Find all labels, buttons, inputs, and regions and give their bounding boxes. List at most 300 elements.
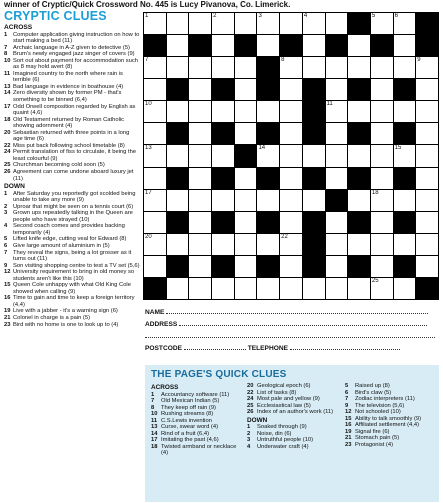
grid-cell[interactable] bbox=[371, 13, 393, 34]
grid-block bbox=[303, 212, 325, 233]
clue-number: 1 bbox=[4, 190, 8, 197]
clue-text: Twisted armband or necklace (4) bbox=[161, 443, 237, 456]
clue-number: 13 bbox=[4, 83, 11, 90]
grid-cell[interactable] bbox=[144, 57, 166, 78]
grid-cell[interactable] bbox=[416, 168, 438, 189]
clue-number: 24 bbox=[247, 396, 254, 402]
grid-block bbox=[257, 212, 279, 233]
grid-cell[interactable] bbox=[144, 145, 166, 166]
grid-cell[interactable] bbox=[257, 13, 279, 34]
clue-number: 3 bbox=[247, 437, 251, 443]
clue-number: 25 bbox=[247, 402, 254, 409]
clue-text: Lifted knife edge, cutting veal for Edward (8) bbox=[13, 236, 127, 243]
clue-text: Index of an author's work (11) bbox=[257, 409, 334, 415]
grid-cell[interactable] bbox=[303, 35, 325, 56]
grid-cell[interactable] bbox=[235, 57, 257, 78]
grid-clue-number: 18 bbox=[371, 189, 379, 196]
grid-cell[interactable] bbox=[348, 101, 370, 122]
clue-text: Sebastian returned with three points in a long age time (6) bbox=[13, 129, 130, 143]
grid-clue-number: 3 bbox=[258, 13, 262, 19]
grid-block bbox=[348, 13, 370, 34]
clue-item bbox=[4, 191, 142, 204]
clue-text: Agreement can come undone aboard luxury jet (11) bbox=[13, 168, 134, 182]
grid-cell[interactable] bbox=[371, 101, 393, 122]
grid-cell[interactable] bbox=[257, 190, 279, 211]
clue-text: Rushing streams (8) bbox=[161, 411, 214, 417]
grid-block bbox=[144, 278, 166, 299]
clue-number: 4 bbox=[4, 223, 8, 230]
winner-announcement: winner of Cryptic/Quick Crossword No. 445 is Lucy Pivanova, Co. Limerick. bbox=[4, 0, 291, 9]
grid-cell[interactable] bbox=[144, 212, 166, 233]
clue-number: 1 bbox=[247, 424, 251, 430]
clue-text: List of tasks (8) bbox=[257, 389, 297, 396]
clue-number: 6 bbox=[4, 242, 8, 249]
clue-text: Churchman becoming cold soon (5) bbox=[13, 162, 105, 169]
grid-clue-number: 10 bbox=[145, 101, 152, 108]
grid-block bbox=[303, 123, 325, 144]
clue-text: Affiliated settlement (4,4) bbox=[355, 422, 420, 428]
grid-cell[interactable] bbox=[326, 278, 348, 299]
grid-cell[interactable] bbox=[394, 57, 416, 78]
grid-cell[interactable] bbox=[303, 13, 325, 34]
grid-cell[interactable] bbox=[326, 234, 348, 255]
clue-text: Son visiting shopping centre to test a TV set (5,6) bbox=[13, 262, 140, 269]
grid-cell[interactable] bbox=[348, 35, 370, 56]
grid-block bbox=[371, 35, 393, 56]
grid-block bbox=[326, 35, 348, 56]
grid-cell[interactable] bbox=[394, 234, 416, 255]
grid-cell[interactable] bbox=[326, 79, 348, 100]
grid-cell[interactable] bbox=[416, 79, 438, 100]
grid-cell[interactable] bbox=[235, 79, 257, 100]
grid-clue-number: 9 bbox=[417, 57, 421, 64]
clue-text: Raised up (8) bbox=[355, 383, 390, 389]
grid-cell[interactable] bbox=[257, 35, 279, 56]
grid-block bbox=[212, 123, 234, 144]
grid-cell[interactable] bbox=[371, 190, 393, 211]
clue-text: Geological epoch (6) bbox=[257, 383, 311, 389]
clue-item bbox=[4, 282, 142, 295]
grid-block bbox=[167, 79, 189, 100]
clue-number: 23 bbox=[345, 441, 352, 448]
grid-cell[interactable] bbox=[394, 190, 416, 211]
quick-across-list-1 bbox=[151, 392, 243, 457]
grid-cell[interactable] bbox=[144, 13, 166, 34]
clue-number: 17 bbox=[151, 437, 158, 443]
grid-cell[interactable] bbox=[280, 145, 302, 166]
grid-cell[interactable] bbox=[416, 212, 438, 233]
clue-item bbox=[247, 409, 341, 416]
grid-block bbox=[235, 145, 257, 166]
grid-clue-number: 11 bbox=[326, 101, 333, 108]
clue-text: Live with a jabber - it's a warning sign (6) bbox=[13, 308, 118, 315]
clue-number: 23 bbox=[4, 321, 11, 328]
grid-cell[interactable] bbox=[212, 190, 234, 211]
name-field[interactable] bbox=[166, 308, 428, 314]
grid-cell[interactable] bbox=[280, 212, 302, 233]
grid-block bbox=[167, 123, 189, 144]
grid-cell[interactable] bbox=[212, 145, 234, 166]
grid-cell[interactable] bbox=[235, 234, 257, 255]
grid-cell[interactable] bbox=[189, 145, 211, 166]
clue-number: 2 bbox=[4, 203, 8, 210]
grid-cell[interactable] bbox=[144, 234, 166, 255]
clue-text: Miss put back following school timetable (8) bbox=[13, 142, 125, 149]
grid-clue-number: 7 bbox=[145, 57, 149, 64]
grid-block bbox=[257, 168, 279, 189]
grid-cell[interactable] bbox=[144, 256, 166, 277]
grid-block bbox=[303, 79, 325, 100]
clue-number: 20 bbox=[4, 129, 11, 136]
clue-number: 25 bbox=[4, 162, 11, 169]
postcode-label: POSTCODE bbox=[145, 345, 183, 352]
clue-number: 1 bbox=[151, 391, 155, 398]
grid-cell[interactable] bbox=[235, 190, 257, 211]
grid-clue-number: 2 bbox=[213, 13, 217, 19]
clue-number: 21 bbox=[345, 435, 352, 441]
clue-number: 3 bbox=[4, 210, 8, 217]
grid-cell[interactable] bbox=[280, 190, 302, 211]
grid-cell[interactable] bbox=[394, 35, 416, 56]
grid-cell[interactable] bbox=[394, 13, 416, 34]
address-field-2[interactable] bbox=[145, 332, 435, 338]
grid-block bbox=[348, 123, 370, 144]
grid-cell[interactable] bbox=[371, 212, 393, 233]
clue-number: 13 bbox=[151, 424, 158, 430]
quick-col-3 bbox=[345, 383, 437, 448]
clue-item bbox=[4, 117, 142, 130]
address-field[interactable] bbox=[179, 320, 427, 326]
clue-number: 2 bbox=[247, 430, 251, 437]
grid-cell[interactable] bbox=[257, 234, 279, 255]
clue-text: Uproar that might be seen on a tennis court (6) bbox=[13, 203, 134, 210]
grid-block bbox=[348, 168, 370, 189]
grid-cell[interactable] bbox=[189, 13, 211, 34]
grid-block bbox=[303, 234, 325, 255]
grid-cell[interactable] bbox=[371, 57, 393, 78]
grid-block bbox=[303, 168, 325, 189]
grid-block bbox=[394, 168, 416, 189]
grid-clue-number: 5 bbox=[371, 13, 376, 19]
grid-cell[interactable] bbox=[371, 123, 393, 144]
clue-text: Archaic language in A-Z given to detective (5) bbox=[13, 44, 130, 51]
grid-cell[interactable] bbox=[167, 190, 189, 211]
grid-cell[interactable] bbox=[280, 13, 302, 34]
grid-cell[interactable] bbox=[394, 101, 416, 122]
clue-item bbox=[4, 90, 142, 103]
grid-block bbox=[257, 123, 279, 144]
grid-cell[interactable] bbox=[326, 57, 348, 78]
grid-block bbox=[235, 35, 257, 56]
clue-item bbox=[4, 250, 142, 263]
grid-cell[interactable] bbox=[348, 278, 370, 299]
clue-number: 4 bbox=[247, 443, 251, 450]
grid-cell[interactable] bbox=[371, 145, 393, 166]
quick-down-list-1 bbox=[247, 424, 341, 450]
grid-cell[interactable] bbox=[144, 190, 166, 211]
clue-text: C.S.Lewis invention bbox=[161, 417, 212, 424]
clue-text: Not schooled (10) bbox=[355, 409, 401, 415]
grid-cell[interactable] bbox=[167, 35, 189, 56]
grid-cell[interactable] bbox=[326, 13, 348, 34]
clue-number: 18 bbox=[4, 116, 11, 123]
quick-across-heading: ACROSS bbox=[151, 384, 179, 391]
grid-cell[interactable] bbox=[371, 278, 393, 299]
clue-text: University requirement to bring in old money so students aren't like this (10) bbox=[13, 269, 135, 282]
grid-clue-number: 13 bbox=[145, 145, 152, 152]
grid-cell[interactable] bbox=[212, 234, 234, 255]
grid-block bbox=[303, 256, 325, 277]
clue-number: 17 bbox=[4, 103, 11, 110]
clue-number: 10 bbox=[151, 411, 158, 417]
clue-text: Untruthful people (10) bbox=[257, 437, 314, 443]
grid-cell[interactable] bbox=[280, 234, 302, 255]
clue-item bbox=[4, 32, 142, 45]
clue-text: Bird's claw (5) bbox=[355, 389, 392, 396]
cryptic-across-list bbox=[4, 32, 142, 183]
clue-item bbox=[4, 295, 142, 308]
clue-number: 14 bbox=[4, 90, 11, 97]
grid-cell[interactable] bbox=[189, 234, 211, 255]
grid-block bbox=[348, 79, 370, 100]
grid-cell[interactable] bbox=[189, 256, 211, 277]
grid-cell[interactable] bbox=[235, 13, 257, 34]
clue-number: 15 bbox=[4, 282, 11, 289]
clue-text: Grown ups repeatedly talking in the Queen are people who have strayed (10) bbox=[13, 210, 133, 223]
grid-cell[interactable] bbox=[257, 278, 279, 299]
clue-text: Sort out about payment for accommodation such as 8 may hold avert (8) bbox=[13, 57, 139, 71]
clue-number: 7 bbox=[4, 44, 8, 51]
grid-cell[interactable] bbox=[235, 212, 257, 233]
clue-item bbox=[4, 71, 142, 84]
grid-cell[interactable] bbox=[348, 190, 370, 211]
cryptic-across-heading: ACROSS bbox=[4, 24, 33, 31]
telephone-field[interactable] bbox=[290, 344, 400, 350]
grid-block bbox=[416, 13, 438, 34]
grid-cell[interactable] bbox=[394, 278, 416, 299]
grid-block bbox=[280, 35, 302, 56]
grid-cell[interactable] bbox=[326, 256, 348, 277]
grid-cell[interactable] bbox=[235, 256, 257, 277]
grid-cell[interactable] bbox=[189, 79, 211, 100]
clue-number: 22 bbox=[247, 389, 254, 396]
quick-down-heading: DOWN bbox=[247, 416, 268, 424]
clue-number: 26 bbox=[4, 168, 11, 175]
address-row-2 bbox=[145, 332, 435, 340]
clue-number: 7 bbox=[151, 398, 155, 404]
grid-cell[interactable] bbox=[416, 256, 438, 277]
clue-item bbox=[4, 169, 142, 182]
grid-cell[interactable] bbox=[348, 145, 370, 166]
grid-block bbox=[394, 79, 416, 100]
name-label: NAME bbox=[145, 309, 165, 316]
name-row bbox=[145, 308, 428, 316]
clue-number: 11 bbox=[4, 70, 11, 77]
grid-cell[interactable] bbox=[212, 278, 234, 299]
grid-cell[interactable] bbox=[280, 168, 302, 189]
clue-text: After Saturday you reportedly got scolded being unable to take any more (9) bbox=[13, 190, 136, 204]
clue-number: 5 bbox=[4, 236, 8, 243]
grid-cell[interactable] bbox=[303, 145, 325, 166]
grid-cell[interactable] bbox=[189, 212, 211, 233]
grid-block bbox=[212, 79, 234, 100]
clue-number: 16 bbox=[345, 422, 352, 428]
clue-text: Queen Cole unhappy with what Old King Cole showed when calling (9) bbox=[13, 282, 131, 295]
clue-text: Give large amount of aluminium in (5) bbox=[13, 242, 110, 249]
clue-item bbox=[4, 223, 142, 236]
grid-cell[interactable] bbox=[280, 57, 302, 78]
address-row bbox=[145, 320, 427, 328]
grid-cell[interactable] bbox=[416, 57, 438, 78]
clue-number: 18 bbox=[151, 443, 158, 450]
grid-cell[interactable] bbox=[235, 278, 257, 299]
grid-block bbox=[167, 168, 189, 189]
clue-number: 19 bbox=[4, 308, 11, 315]
grid-cell[interactable] bbox=[257, 145, 279, 166]
grid-cell[interactable] bbox=[371, 168, 393, 189]
clue-text: Most pale and yellow (9) bbox=[257, 396, 320, 402]
grid-cell[interactable] bbox=[144, 168, 166, 189]
clue-item bbox=[4, 210, 142, 223]
grid-cell[interactable] bbox=[167, 57, 189, 78]
grid-cell[interactable] bbox=[167, 234, 189, 255]
clue-number: 12 bbox=[4, 269, 11, 276]
grid-cell[interactable] bbox=[189, 101, 211, 122]
grid-cell[interactable] bbox=[280, 278, 302, 299]
clue-text: Bird with no home is one to look up to (4) bbox=[13, 321, 119, 328]
telephone-label: TELEPHONE bbox=[247, 345, 289, 352]
grid-cell[interactable] bbox=[371, 234, 393, 255]
quick-clues-panel bbox=[145, 365, 439, 502]
grid-clue-number: 8 bbox=[281, 57, 285, 64]
grid-cell[interactable] bbox=[167, 145, 189, 166]
grid-clue-number: 1 bbox=[145, 13, 149, 19]
grid-cell[interactable] bbox=[212, 57, 234, 78]
clue-text: Curse, swear word (4) bbox=[161, 424, 219, 430]
grid-cell[interactable] bbox=[167, 13, 189, 34]
grid-clue-number: 22 bbox=[281, 233, 288, 240]
grid-cell[interactable] bbox=[212, 13, 234, 34]
grid-cell[interactable] bbox=[189, 190, 211, 211]
clue-text: They keep off rain (9) bbox=[161, 404, 216, 411]
postcode-field[interactable] bbox=[184, 344, 246, 350]
grid-cell[interactable] bbox=[280, 256, 302, 277]
grid-clue-number: 14 bbox=[258, 145, 266, 152]
grid-cell[interactable] bbox=[212, 101, 234, 122]
grid-cell[interactable] bbox=[189, 123, 211, 144]
quick-across-list-2 bbox=[247, 383, 341, 416]
clue-text: Second coach comes and provides backing temporarily (4) bbox=[13, 223, 125, 236]
clue-text: Underwater craft (4) bbox=[257, 443, 309, 450]
clue-item bbox=[4, 269, 142, 282]
quick-col-1 bbox=[151, 383, 243, 457]
clue-item bbox=[4, 322, 142, 329]
grid-cell[interactable] bbox=[326, 101, 348, 122]
clue-number: 24 bbox=[4, 149, 11, 156]
clue-text: Zodiac interpreters (11) bbox=[355, 396, 415, 402]
grid-block bbox=[326, 190, 348, 211]
grid-cell[interactable] bbox=[167, 278, 189, 299]
grid-clue-number: 15 bbox=[394, 145, 402, 152]
clue-number: 12 bbox=[345, 409, 352, 415]
grid-cell[interactable] bbox=[235, 168, 257, 189]
clue-item bbox=[4, 104, 142, 117]
grid-block bbox=[303, 101, 325, 122]
grid-cell[interactable] bbox=[189, 57, 211, 78]
grid-block bbox=[257, 256, 279, 277]
grid-cell[interactable] bbox=[189, 278, 211, 299]
clue-number: 11 bbox=[151, 417, 158, 424]
grid-cell[interactable] bbox=[235, 123, 257, 144]
clue-number: 8 bbox=[4, 51, 8, 58]
clue-number: 1 bbox=[4, 31, 8, 38]
grid-cell[interactable] bbox=[257, 101, 279, 122]
grid-clue-number: 17 bbox=[145, 189, 152, 196]
clue-item bbox=[4, 58, 142, 71]
grid-cell[interactable] bbox=[416, 234, 438, 255]
quick-col-2 bbox=[247, 383, 341, 450]
grid-cell[interactable] bbox=[348, 234, 370, 255]
grid-cell[interactable] bbox=[144, 123, 166, 144]
grid-cell[interactable] bbox=[326, 168, 348, 189]
clue-number: 9 bbox=[4, 262, 8, 269]
grid-cell[interactable] bbox=[144, 101, 166, 122]
address-label: ADDRESS bbox=[145, 321, 178, 328]
grid-cell[interactable] bbox=[280, 79, 302, 100]
clue-text: Ecclesiastical law (5) bbox=[257, 402, 311, 409]
grid-cell[interactable] bbox=[167, 101, 189, 122]
grid-cell[interactable] bbox=[416, 145, 438, 166]
grid-block bbox=[212, 256, 234, 277]
grid-cell[interactable] bbox=[303, 190, 325, 211]
clue-text: Accountancy software (11) bbox=[161, 391, 230, 398]
clue-item bbox=[4, 149, 142, 162]
clue-text: Bad language in evidence in boathouse (4) bbox=[13, 83, 124, 90]
grid-cell[interactable] bbox=[212, 35, 234, 56]
grid-block bbox=[212, 212, 234, 233]
clue-number: 9 bbox=[345, 402, 349, 409]
grid-cell[interactable] bbox=[348, 57, 370, 78]
clue-number: 6 bbox=[345, 389, 349, 396]
grid-cell[interactable] bbox=[371, 79, 393, 100]
grid-cell[interactable] bbox=[416, 123, 438, 144]
clue-text: Zero diversity shown by former PM - that's something to be binned (6,4) bbox=[13, 90, 122, 103]
grid-cell[interactable] bbox=[303, 57, 325, 78]
grid-cell[interactable] bbox=[326, 145, 348, 166]
grid-block bbox=[394, 256, 416, 277]
clue-text: Rind of a fruit (6,4) bbox=[161, 430, 210, 437]
clue-text: Brum's newly engaged jazz singer of covers (9) bbox=[13, 51, 135, 58]
grid-cell[interactable] bbox=[235, 101, 257, 122]
grid-block bbox=[257, 79, 279, 100]
grid-block bbox=[416, 278, 438, 299]
grid-cell[interactable] bbox=[303, 278, 325, 299]
grid-cell[interactable] bbox=[189, 168, 211, 189]
grid-block bbox=[348, 256, 370, 277]
grid-cell[interactable] bbox=[280, 123, 302, 144]
grid-cell[interactable] bbox=[280, 101, 302, 122]
clue-number: 26 bbox=[247, 409, 254, 415]
grid-cell[interactable] bbox=[416, 190, 438, 211]
clue-number: 21 bbox=[4, 314, 11, 321]
grid-cell[interactable] bbox=[326, 212, 348, 233]
quick-clues-title: THE PAGE'S QUICK CLUES bbox=[151, 369, 287, 380]
grid-cell[interactable] bbox=[371, 256, 393, 277]
grid-cell[interactable] bbox=[394, 145, 416, 166]
grid-cell[interactable] bbox=[416, 101, 438, 122]
grid-cell[interactable] bbox=[326, 123, 348, 144]
grid-cell[interactable] bbox=[144, 79, 166, 100]
